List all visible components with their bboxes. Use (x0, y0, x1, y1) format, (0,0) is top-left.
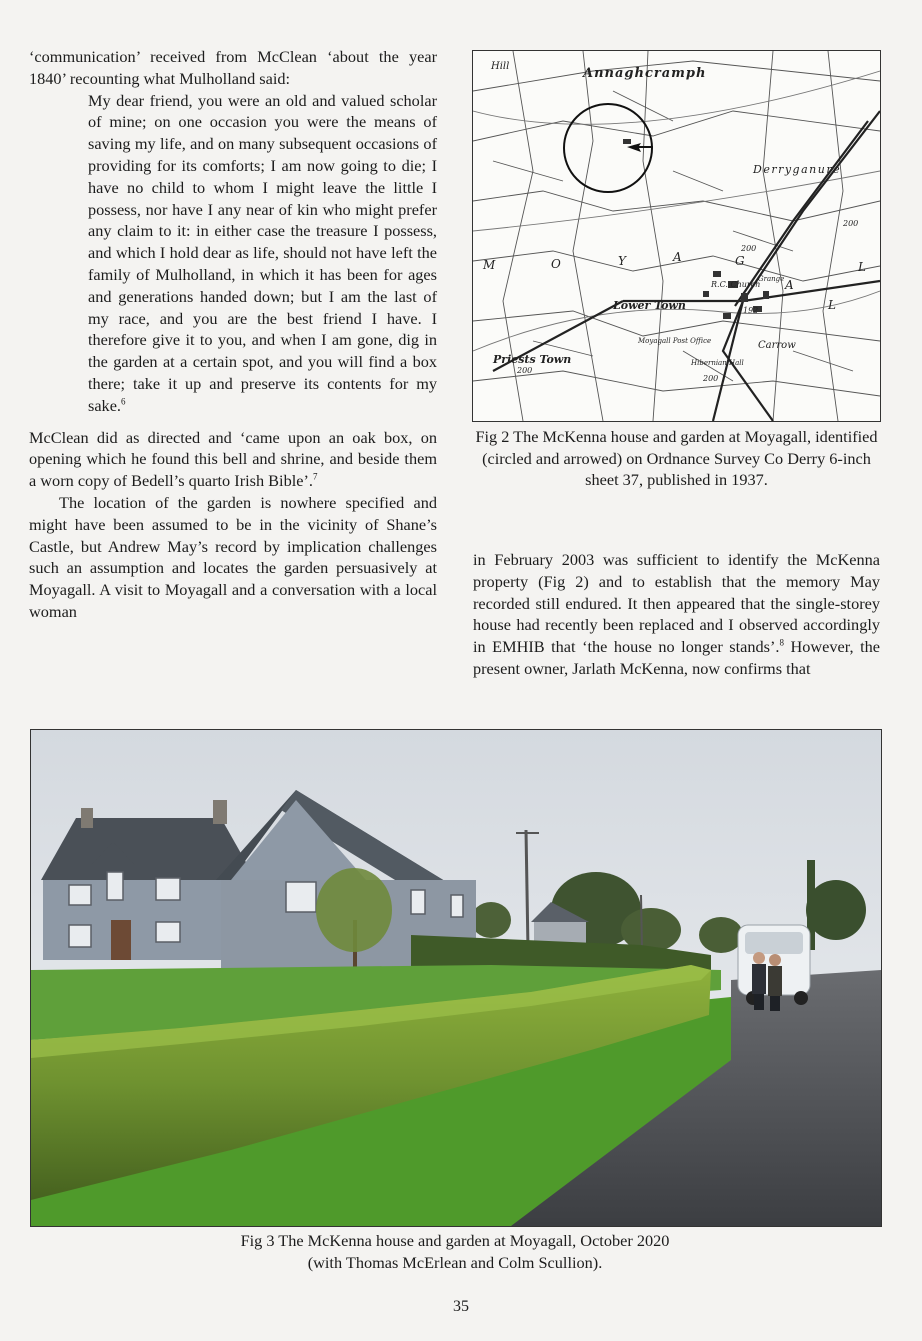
right-column-paragraph (473, 549, 880, 680)
figure-3-caption (30, 1230, 880, 1273)
mulholland-quote (88, 90, 437, 417)
map-height: 192 (743, 306, 759, 315)
figure-3-photo (30, 729, 882, 1227)
house-garden-photo (31, 730, 881, 1226)
map-label-priests-town: Priests Town (493, 353, 572, 366)
map-label-hall: Hibernian Hall (691, 359, 744, 367)
figure-2-caption: Fig 2 The McKenna house and garden at Moyagall, identified (circled and arrowed) on Ordnance Survey Co Derry 6-inch sheet 37, published in 1937. (475, 427, 878, 490)
intro-paragraph: ‘communication’ received from McClean ‘about the year 1840’ recounting what Mulholland said: (29, 47, 437, 88)
oak-box-paragraph (29, 427, 437, 492)
map-label-post-office: Moyagall Post Office (638, 337, 712, 345)
ordnance-survey-map (473, 51, 880, 421)
figure-3-caption-line2: (with Thomas McErlean and Colm Scullion). (307, 1252, 603, 1272)
right-text-part2: However, the present owner, Jarlath McKenna, now confirms that (473, 637, 880, 678)
map-letter: L (858, 260, 866, 274)
map-letter: O (551, 257, 561, 271)
map-label-grange: Grange (758, 275, 785, 283)
page-number: 35 (453, 1298, 469, 1315)
map-letter: L (828, 298, 836, 312)
map-letter: M (483, 258, 496, 272)
footnote-ref-7: 7 (312, 471, 318, 482)
map-label-lower-town: Lower Town (613, 299, 686, 312)
map-label-annaghcramph: Annaghcramph (583, 66, 707, 81)
figure-2-map (472, 50, 881, 422)
map-label-church: R.C. Church (711, 280, 761, 289)
map-height: 200 (741, 244, 757, 253)
left-column (29, 46, 437, 623)
map-height: 200 (517, 366, 533, 375)
footnote-ref-6: 6 (121, 396, 126, 407)
oak-box-text: McClean did as directed and ‘came upon an oak box, on opening which he found this bell and shrine, and beside them a worn copy of Bedell’s quarto Irish Bible’. (29, 427, 437, 491)
quote-text: My dear friend, you were an old and valued scholar of mine; on one occasion you were the means of saving my life, and on many subsequent occasions of providing for its comforts; I am now going to die; I have no child to whom I might leave the little I possess, nor have I any near of kin who might prefer any claim to it: in either case the treasure I possess, and which I hold dear as life, should not have left the family of Mulholland, in which it has been for ages and generations handed down; but I am the last of my race, and you are the best friend I have. I therefore give it to you, and when I am gone, dig in the garden at a certain spot, and you will find a box there; take it up and preserve its contents for my sake. (88, 90, 437, 415)
right-text-part1: in February 2003 was sufficient to identify the McKenna property (Fig 2) and to establish that the memory May recorded still endured. It then appeared that the single-storey house had recently been replaced and I observed accordingly in EMHIB that ‘the house no longer stands’. (473, 550, 880, 657)
location-paragraph: The location of the garden is nowhere specified and might have been assumed to be in the vicinity of Shane’s Castle, but Andrew May’s record by implication challenges such an assumption and locates the garden persuasively at Moyagall. A visit to Moyagall and a conversation with a local woman (29, 492, 437, 621)
map-height: 200 (843, 219, 859, 228)
map-label-carrow: Carrow (758, 340, 796, 351)
map-label-derryganure: Derryganure (753, 163, 842, 176)
map-letter: Y (618, 254, 626, 268)
map-letter: A (785, 278, 794, 292)
map-letter: A (673, 250, 682, 264)
right-column (473, 549, 880, 680)
map-height: 200 (703, 374, 719, 383)
footnote-ref-8: 8 (779, 637, 784, 648)
map-letter: G (735, 254, 745, 268)
figure-3-caption-line1: Fig 3 The McKenna house and garden at Moyagall, October 2020 (240, 1231, 670, 1250)
map-label-hill: Hill (491, 61, 510, 72)
